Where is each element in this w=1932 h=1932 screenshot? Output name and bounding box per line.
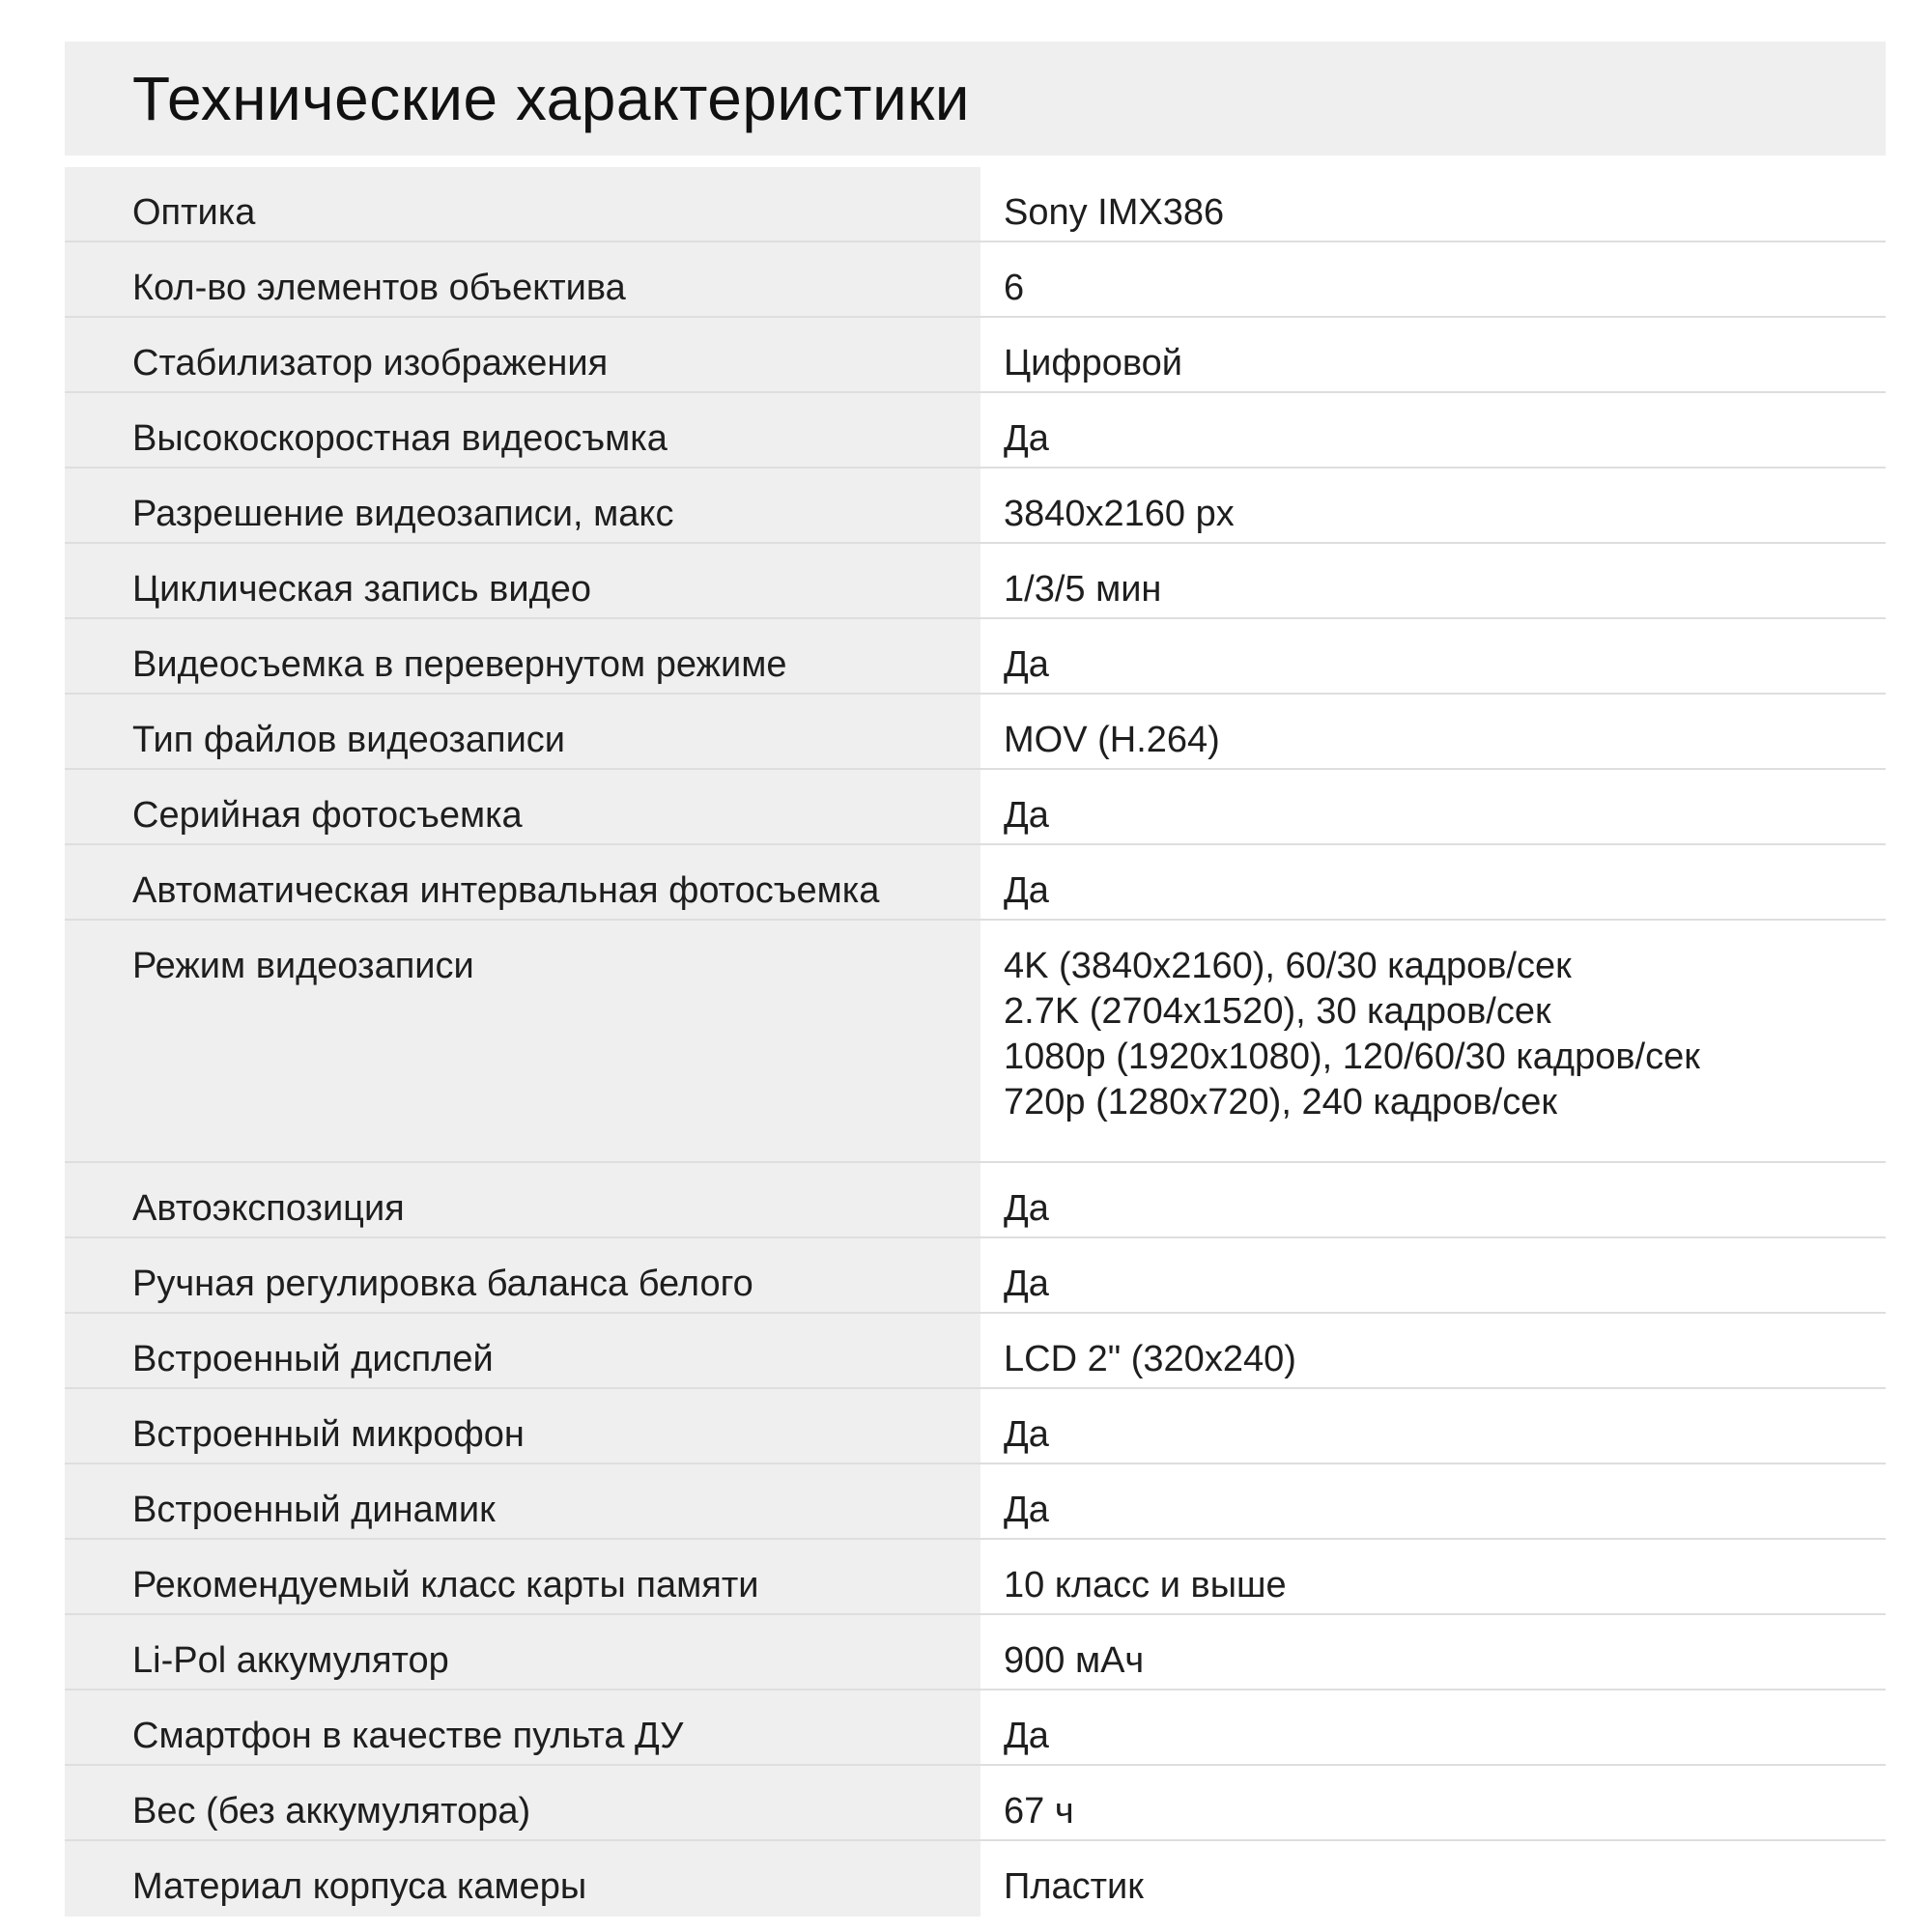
spec-row [65,167,1886,242]
spec-row [65,695,1886,770]
spec-row [65,544,1886,619]
spec-row [65,921,1886,1163]
spec-value: 6 [980,242,1886,316]
spec-label: Смартфон в качестве пульта ДУ [65,1690,980,1764]
spec-value: Да [980,1163,1886,1236]
spec-row [65,1314,1886,1389]
spec-label: Тип файлов видеозаписи [65,695,980,768]
spec-label: Циклическая запись видео [65,544,980,617]
spec-value: 10 класс и выше [980,1540,1886,1613]
spec-value: 900 мАч [980,1615,1886,1689]
spec-row [65,242,1886,318]
spec-value: Да [980,1389,1886,1463]
spec-label: Встроенный дисплей [65,1314,980,1387]
spec-label: Видеосъемка в перевернутом режиме [65,619,980,693]
spec-row [65,845,1886,921]
spec-value: Да [980,770,1886,843]
spec-value: Да [980,393,1886,467]
spec-row [65,1238,1886,1314]
spec-value: 67 ч [980,1766,1886,1839]
spec-row [65,1690,1886,1766]
spec-value: Пластик [980,1841,1886,1917]
spec-value: LCD 2" (320x240) [980,1314,1886,1387]
spec-value: Sony IMX386 [980,167,1886,241]
spec-label: Режим видеозаписи [65,921,980,1161]
spec-value: Да [980,845,1886,919]
spec-label: Встроенный динамик [65,1464,980,1538]
title-bar [65,42,1886,156]
spec-label: Рекомендуемый класс карты памяти [65,1540,980,1613]
spec-value: Да [980,619,1886,693]
spec-label: Автоэкспозиция [65,1163,980,1236]
spec-row [65,393,1886,469]
spec-label: Автоматическая интервальная фотосъемка [65,845,980,919]
spec-label: Высокоскоростная видеосъмка [65,393,980,467]
spec-row [65,1540,1886,1615]
spec-row [65,1163,1886,1238]
spec-value: MOV (H.264) [980,695,1886,768]
spec-label: Встроенный микрофон [65,1389,980,1463]
spec-row [65,318,1886,393]
spec-row [65,770,1886,845]
spec-label: Материал корпуса камеры [65,1841,980,1917]
spec-label: Кол-во элементов объектива [65,242,980,316]
spec-label: Серийная фотосъемка [65,770,980,843]
spec-value: Да [980,1690,1886,1764]
spec-value: Да [980,1238,1886,1312]
spec-value: 1/3/5 мин [980,544,1886,617]
spec-label: Стабилизатор изображения [65,318,980,391]
spec-value: Да [980,1464,1886,1538]
spec-label: Ручная регулировка баланса белого [65,1238,980,1312]
spec-label: Вес (без аккумулятора) [65,1766,980,1839]
spec-table [65,167,1886,1917]
page-title: Технические характеристики [132,64,970,133]
spec-row [65,1464,1886,1540]
spec-row [65,1841,1886,1917]
spec-value: 3840x2160 px [980,469,1886,542]
spec-label: Оптика [65,167,980,241]
spec-row [65,619,1886,695]
spec-label: Разрешение видеозаписи, макс [65,469,980,542]
spec-label: Li-Pol аккумулятор [65,1615,980,1689]
spec-row [65,469,1886,544]
spec-row [65,1615,1886,1690]
spec-row [65,1766,1886,1841]
spec-value: 4K (3840x2160), 60/30 кадров/сек 2.7K (2704x1520), 30 кадров/сек 1080p (1920x1080), 120/60/30 кадров/сек 720p (1280x720), 240 кадров/сек [980,921,1886,1161]
spec-value: Цифровой [980,318,1886,391]
spec-row [65,1389,1886,1464]
